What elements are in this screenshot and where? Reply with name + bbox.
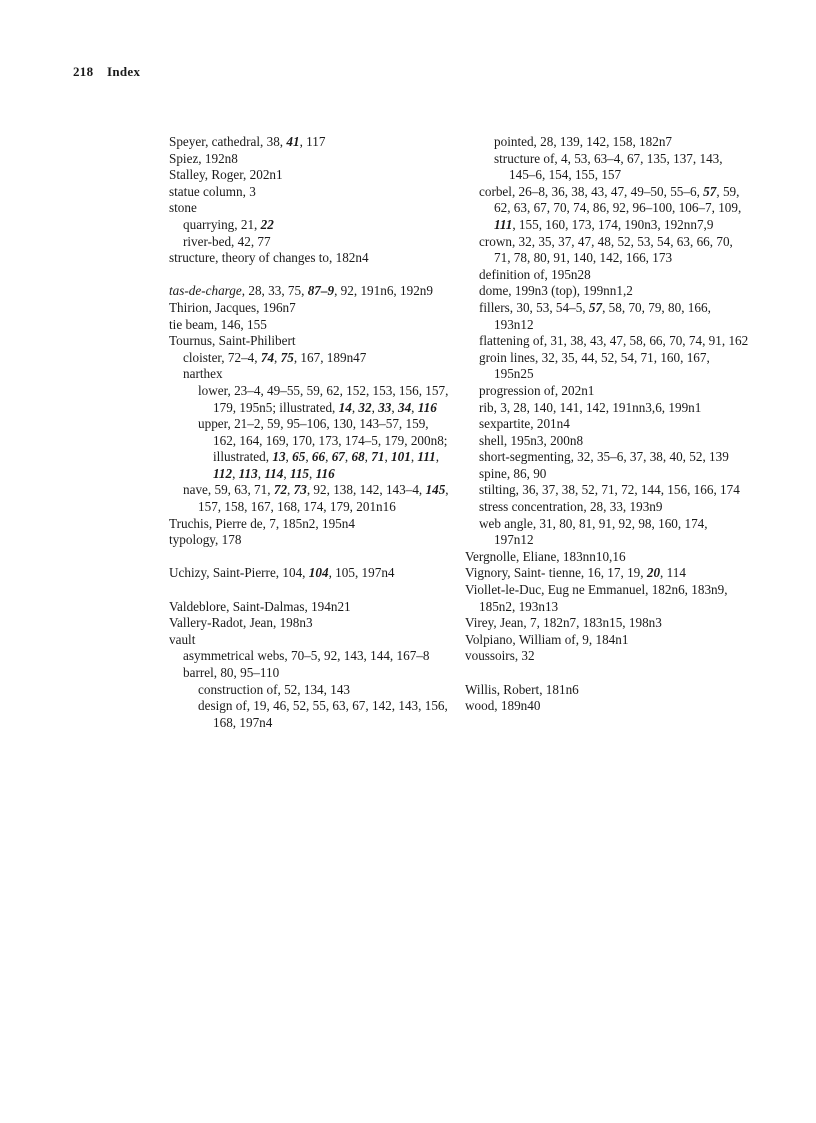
entry-text: 116 — [417, 399, 437, 415]
index-column-left — [169, 134, 451, 731]
index-entry — [465, 549, 750, 566]
index-entry — [465, 582, 750, 615]
entry-text: 22 — [260, 216, 274, 232]
entry-text: fillers, 30, 53, 54–5, — [479, 299, 589, 315]
entry-text: 111 — [417, 449, 436, 465]
letter-group-gap — [169, 549, 451, 566]
entry-text: 71 — [371, 449, 385, 465]
entry-text: construction of, 52, 134, 143 — [198, 681, 351, 697]
entry-text: cloister, 72–4, — [183, 349, 261, 365]
entry-text: Viollet-le-Duc, Eug ne Emmanuel, 182n6, 183n9, 185n2, 193n13 — [465, 582, 728, 614]
index-entry — [465, 565, 750, 582]
index-subentry — [465, 300, 750, 333]
entry-text: 67 — [331, 449, 345, 465]
entry-text: , — [344, 449, 352, 465]
entry-text: 116 — [315, 465, 335, 481]
index-entry — [465, 615, 750, 632]
index-entry — [169, 615, 451, 632]
index-subentry — [465, 383, 750, 400]
entry-text: crown, 32, 35, 37, 47, 48, 52, 53, 54, 63, 66, 70, 71, 78, 80, 91, 140, 142, 166, 173 — [479, 233, 733, 266]
entry-text: 33 — [378, 399, 392, 415]
entry-text: lower, 23–4, 49–55, 59, 62, 152, 153, 156, 157, 179, 195n5; illustrated, — [198, 382, 449, 415]
entry-text: Virey, Jean, 7, 182n7, 183n15, 198n3 — [465, 615, 662, 631]
index-subentry — [465, 433, 750, 450]
index-entry — [169, 516, 451, 533]
entry-text: wood, 189n40 — [465, 698, 541, 714]
entry-text: , — [435, 449, 440, 465]
entry-text: 111 — [494, 216, 513, 232]
entry-text: , 117 — [299, 134, 326, 149]
index-entry — [169, 250, 451, 267]
entry-text: , — [410, 449, 418, 465]
entry-text: , 28, 33, 75, — [241, 283, 308, 299]
index-subentry — [169, 383, 451, 416]
entry-text: web angle, 31, 80, 81, 91, 92, 98, 160, 174, 197n12 — [479, 515, 708, 548]
entry-text: , 114 — [660, 565, 686, 581]
entry-text: 66 — [311, 449, 326, 465]
entry-text: design of, 19, 46, 52, 55, 63, 67, 142, 143, 156, 168, 197n4 — [198, 698, 448, 730]
entry-text: , — [384, 449, 392, 465]
entry-text: 74 — [260, 349, 275, 365]
index-entry — [169, 283, 451, 300]
index-entry — [169, 565, 451, 582]
index-subentry — [465, 449, 750, 466]
index-subentry — [465, 482, 750, 499]
entry-text: Uchizy, Saint-Pierre, 104, — [169, 565, 309, 581]
entry-text: , — [309, 465, 316, 481]
entry-text: , 157, 158, 167, 168, 174, 179, 201n16 — [198, 482, 449, 515]
entry-text: , 167, 189n47 — [293, 349, 367, 365]
index-entry — [169, 599, 451, 616]
index-entry — [169, 333, 451, 350]
index-subentry — [465, 466, 750, 483]
entry-text: 14 — [338, 399, 352, 415]
entry-text: , — [257, 465, 265, 481]
entry-text: narthex — [183, 366, 223, 382]
entry-text: 72 — [273, 482, 288, 498]
index-subentry — [169, 698, 451, 731]
entry-text: Volpiano, William of, 9, 184n1 — [465, 631, 629, 647]
entry-text: quarrying, 21, — [183, 216, 261, 232]
entry-text: structure of, 4, 53, 63–4, 67, 135, 137, 143, 145–6, 154, 155, 157 — [494, 150, 723, 183]
letter-group-gap — [169, 267, 451, 284]
entry-text: 57 — [703, 183, 717, 199]
entry-text: , 155, 160, 173, 174, 190n3, 192nn7,9 — [512, 216, 714, 232]
entry-text: , — [364, 449, 372, 465]
entry-text: , — [305, 449, 312, 465]
entry-text: Stalley, Roger, 202n1 — [169, 167, 283, 183]
entry-text: , 58, 70, 79, 80, 166, 193n12 — [494, 299, 711, 332]
entry-text: rib, 3, 28, 140, 141, 142, 191nn3,6, 199n1 — [479, 399, 702, 415]
entry-text: 101 — [391, 449, 411, 465]
index-subentry — [465, 333, 750, 350]
entry-text: 20 — [646, 565, 661, 581]
entry-text: 65 — [292, 449, 306, 465]
entry-text: tie beam, 146, 155 — [169, 316, 267, 332]
entry-text: , — [391, 399, 398, 415]
entry-text: 57 — [588, 299, 603, 315]
index-subentry — [169, 366, 451, 383]
index-subentry — [465, 416, 750, 433]
entry-text: , — [283, 465, 290, 481]
entry-text: river-bed, 42, 77 — [183, 233, 271, 249]
index-subentry — [465, 400, 750, 417]
index-entry — [465, 698, 750, 715]
entry-text: , 105, 197n4 — [328, 565, 395, 581]
entry-text: tas-de-charge — [169, 283, 242, 299]
entry-text: Truchis, Pierre de, 7, 185n2, 195n4 — [169, 515, 355, 531]
entry-text: Vallery-Radot, Jean, 198n3 — [169, 615, 313, 631]
entry-text: stilting, 36, 37, 38, 52, 71, 72, 144, 156, 166, 174 — [479, 482, 740, 498]
entry-text: , 92, 138, 142, 143–4, — [306, 482, 426, 498]
entry-text: sexpartite, 201n4 — [479, 416, 570, 432]
entry-text: , — [232, 465, 239, 481]
index-subentry — [169, 217, 451, 234]
entry-text: structure, theory of changes to, 182n4 — [169, 250, 369, 266]
index-column-right — [465, 134, 750, 715]
entry-text: 112 — [213, 465, 233, 481]
index-entry — [465, 682, 750, 699]
index-subentry — [169, 234, 451, 251]
entry-text: dome, 199n3 (top), 199nn1,2 — [479, 283, 633, 299]
index-entry — [169, 134, 451, 151]
index-subentry — [169, 682, 451, 699]
entry-text: , — [325, 449, 332, 465]
entry-text: 114 — [264, 465, 284, 481]
entry-text: , 59, 62, 63, 67, 70, 74, 86, 92, 96–100, 106–7, 109, — [494, 183, 742, 216]
running-head — [73, 64, 140, 80]
entry-text: corbel, 26–8, 36, 38, 43, 47, 49–50, 55–6, — [479, 183, 704, 199]
entry-text: 115 — [289, 465, 310, 481]
entry-text: shell, 195n3, 200n8 — [479, 432, 584, 448]
section-title: Index — [106, 64, 141, 79]
entry-text: 113 — [238, 465, 258, 481]
index-entry — [169, 184, 451, 201]
entry-text: typology, 178 — [169, 532, 242, 548]
entry-text: Willis, Robert, 181n6 — [465, 681, 579, 697]
entry-text: progression of, 202n1 — [479, 382, 595, 398]
index-subentry — [465, 350, 750, 383]
entry-text: definition of, 195n28 — [479, 266, 591, 282]
entry-text: nave, 59, 63, 71, — [183, 482, 274, 498]
entry-text: Tournus, Saint-Philibert — [169, 333, 296, 349]
entry-text: , — [287, 482, 294, 498]
index-entry — [465, 632, 750, 649]
index-subentry — [169, 416, 451, 482]
entry-text: 34 — [397, 399, 412, 415]
entry-text: short-segmenting, 32, 35–6, 37, 38, 40, 52, 139 — [479, 449, 729, 465]
entry-text: Thirion, Jacques, 196n7 — [169, 299, 296, 315]
entry-text: 32 — [358, 399, 372, 415]
page-number: 218 — [73, 64, 94, 79]
entry-text: stone — [169, 200, 197, 216]
entry-text: , — [285, 449, 293, 465]
index-subentry — [465, 283, 750, 300]
entry-text: 73 — [293, 482, 307, 498]
entry-text: 145 — [425, 482, 446, 498]
entry-text: groin lines, 32, 35, 44, 52, 54, 71, 160, 167, 195n25 — [479, 349, 710, 382]
entry-text: Spiez, 192n8 — [169, 150, 238, 166]
index-subentry — [465, 267, 750, 284]
entry-text: , — [411, 399, 418, 415]
entry-text: pointed, 28, 139, 142, 158, 182n7 — [494, 134, 673, 149]
entry-text: 104 — [308, 565, 329, 581]
entry-text: 41 — [286, 134, 300, 149]
entry-text: spine, 86, 90 — [479, 465, 547, 481]
index-subentry — [465, 234, 750, 267]
index-entry — [169, 300, 451, 317]
letter-group-gap — [465, 665, 750, 682]
letter-group-gap — [169, 582, 451, 599]
index-entry — [169, 632, 451, 649]
entry-text: asymmetrical webs, 70–5, 92, 143, 144, 167–8 — [183, 648, 430, 664]
entry-text: , — [371, 399, 379, 415]
entry-text: Vignory, Saint- tienne, 16, 17, 19, — [465, 565, 647, 581]
index-subentry — [169, 482, 451, 515]
entry-text: upper, 21–2, 59, 95–106, 130, 143–57, 159, 162, 164, 169, 170, 173, 174–5, 179, 200n8; illustrated, — [198, 416, 448, 465]
entry-text: statue column, 3 — [169, 183, 256, 199]
entry-text: 87–9 — [307, 283, 335, 299]
index-subentry — [465, 184, 750, 234]
entry-text: , — [351, 399, 359, 415]
index-subentry — [465, 516, 750, 549]
index-entry — [465, 648, 750, 665]
entry-text: 75 — [280, 349, 294, 365]
index-entry — [169, 200, 451, 217]
entry-text: 13 — [272, 449, 286, 465]
entry-text: Valdeblore, Saint-Dalmas, 194n21 — [169, 598, 351, 614]
entry-text: Speyer, cathedral, 38, — [169, 134, 287, 149]
entry-text: voussoirs, 32 — [465, 648, 535, 664]
index-entry — [169, 532, 451, 549]
index-subentry — [169, 648, 451, 665]
index-subentry — [465, 134, 750, 151]
entry-text: flattening of, 31, 38, 43, 47, 58, 66, 70, 74, 91, 162 — [479, 333, 749, 349]
entry-text: , 92, 191n6, 192n9 — [334, 283, 433, 299]
index-subentry — [465, 151, 750, 184]
entry-text: Vergnolle, Eliane, 183nn10,16 — [465, 548, 626, 564]
entry-text: barrel, 80, 95–110 — [183, 665, 280, 680]
index-entry — [169, 167, 451, 184]
index-subentry — [169, 350, 451, 367]
entry-text: stress concentration, 28, 33, 193n9 — [479, 499, 663, 515]
index-entry — [169, 317, 451, 334]
index-subentry — [465, 499, 750, 516]
entry-text: vault — [169, 631, 196, 647]
entry-text: , — [274, 349, 281, 365]
index-entry — [169, 151, 451, 168]
entry-text: 68 — [351, 449, 365, 465]
index-subentry — [169, 665, 451, 682]
